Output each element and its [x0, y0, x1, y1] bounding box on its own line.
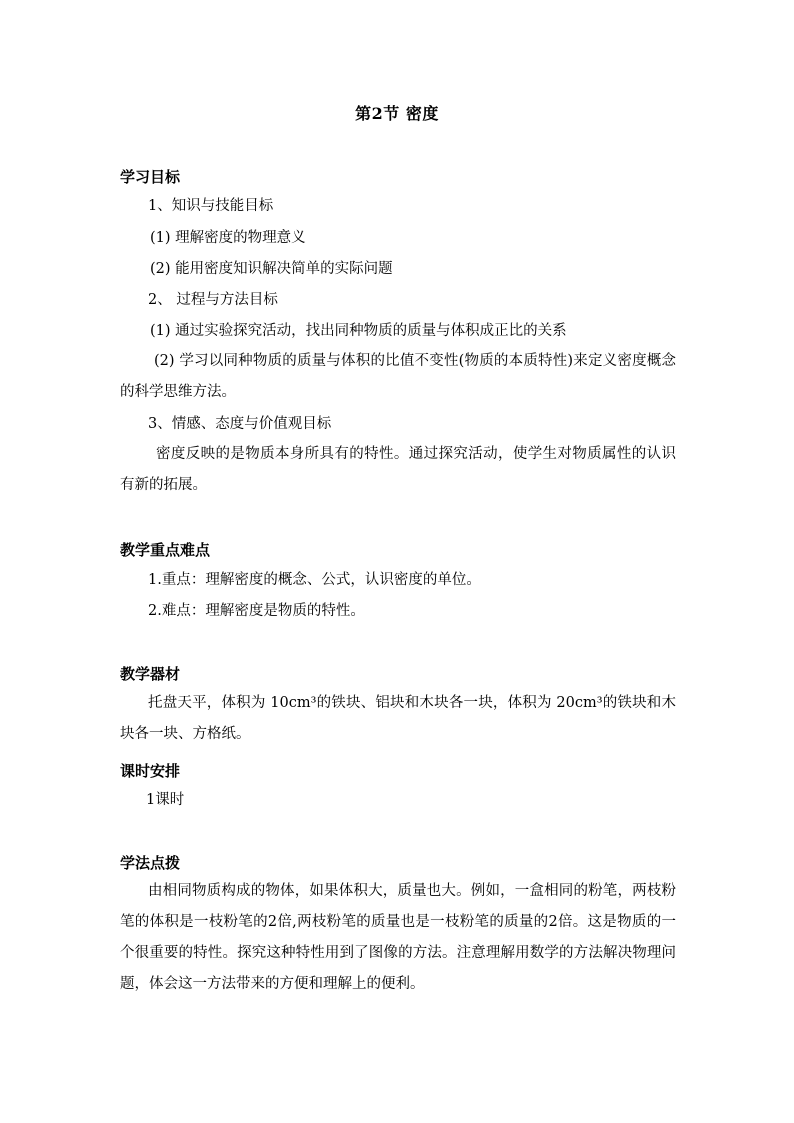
goals-item-2a: (1) 通过实验探究活动，找出同种物质的质量与体积成正比的关系 — [150, 323, 567, 339]
method-heading: 学法点拨 — [120, 854, 181, 872]
key-item-2: 2.难点：理解密度是物质的特性。 — [148, 603, 365, 619]
goals-item-2b: (2) 学习以同种物质的质量与体积的比值不变性(物质的本质特性)来定义密度概念的科学思维方法。 — [120, 353, 676, 400]
goals-item-1b: (2) 能用密度知识解决简单的实际问题 — [150, 261, 393, 277]
method-text: 由相同物质构成的物体，如果体积大，质量也大。例如，一盒相同的粉笔，两枝粉笔的体积是一枝粉笔的2倍,两枝粉笔的质量也是一枝粉笔的质量的2倍。这是物质的一个很重要的特性。探究这种特性用到了图像的方法。注意理解用数学的方法解决物理问题，体会这一方法带来的方便和理解上的便利。 — [120, 883, 676, 992]
goals-item-1a: (1) 理解密度的物理意义 — [150, 230, 306, 246]
equipment-heading: 教学器材 — [120, 665, 181, 683]
schedule-text: 1课时 — [146, 792, 185, 808]
key-heading: 教学重点难点 — [120, 541, 211, 559]
page-title: 第2节 密度 — [355, 104, 439, 123]
equipment-text: 托盘天平，体积为 10cm³的铁块、铝块和木块各一块，体积为 20cm³的铁块和木块各一块、方格纸。 — [120, 695, 676, 742]
goals-heading: 学习目标 — [120, 168, 181, 186]
goals-item-3: 3、情感、态度与价值观目标 — [148, 416, 332, 432]
goals-item-2: 2、 过程与方法目标 — [148, 292, 278, 308]
goals-item-1: 1、知识与技能目标 — [148, 198, 274, 214]
key-item-1: 1.重点：理解密度的概念、公式，认识密度的单位。 — [148, 572, 481, 588]
goals-item-3a: 密度反映的是物质本身所具有的特性。通过探究活动，使学生对物质属性的认识有新的拓展。 — [120, 446, 676, 493]
schedule-heading: 课时安排 — [120, 762, 181, 780]
